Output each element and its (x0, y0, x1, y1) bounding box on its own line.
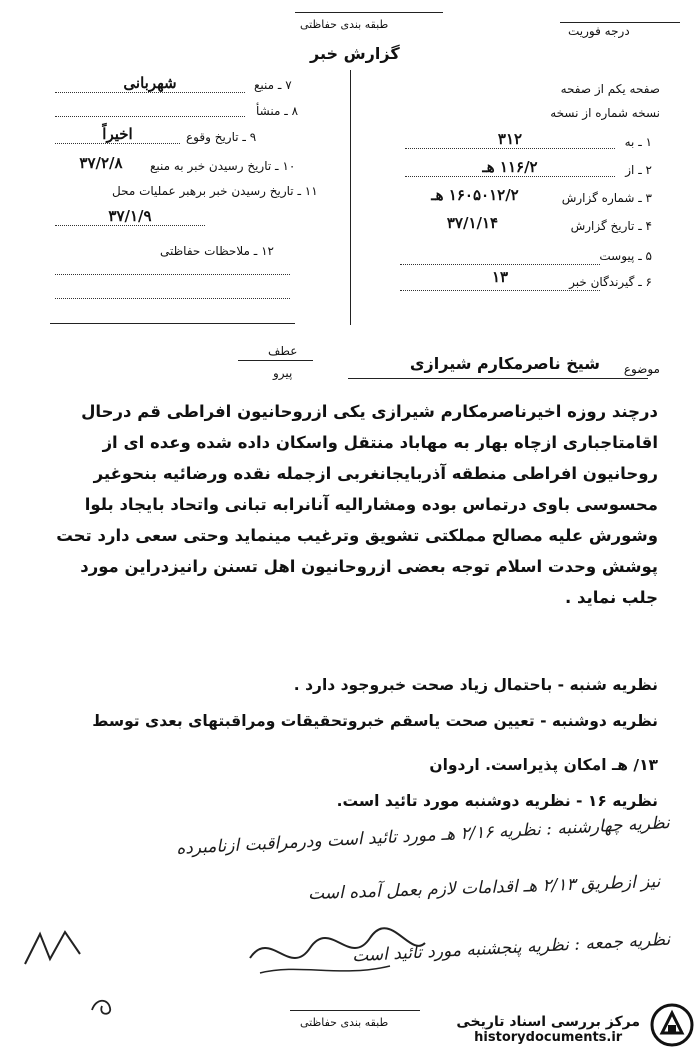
mark-scribble (88, 996, 118, 1018)
report-body (38, 396, 658, 613)
classification-top: طبقه بندی حفاظتی (300, 18, 389, 31)
field-3-value: ۱۶۰۵۰۱۲/۲ هـ (431, 186, 519, 204)
field-2: ۲ ـ از (625, 163, 652, 177)
opinion-16: نظریه ۱۶ - نظریه دوشنبه مورد تائید است. (336, 792, 658, 810)
field-2-value: ۱۱۶/۲ هـ (405, 158, 615, 177)
archive-logo-icon (650, 1003, 694, 1047)
body-line: محسوسی باوی درتماس بوده ومشارالیه آنانرابه تبانی واتحاد بایجاد بلوا (84, 495, 658, 514)
reference-atf: عطف (268, 344, 298, 358)
field-11: ۱۱ ـ تاریخ رسیدن خبر برهبر عملیات محل (112, 184, 318, 198)
watermark-name: مرکز بررسی اسناد تاریخی (456, 1014, 640, 1030)
initials-scribble (20, 924, 90, 974)
field-8-value (55, 114, 245, 117)
opinion-monday-cont: ۱۳/ هـ امکان پذیراست. اردوان (429, 756, 658, 774)
page-line: صفحه یکم از صفحه (560, 82, 660, 96)
watermark-url: historydocuments.ir (474, 1030, 623, 1045)
body-line: اقامتاجباری ازچاه بهار به مهاباد منتقل واسکان داده شده وعده ای از (102, 433, 658, 452)
form-title: گزارش خبر (310, 44, 400, 63)
field-4-value: ۳۷/۱/۱۴ (446, 214, 499, 232)
field-10-value: ۳۷/۲/۸ (79, 154, 123, 172)
field-11-value: ۳۷/۱/۹ (55, 207, 205, 226)
field-5-value (400, 262, 600, 265)
classification-bottom: طبقه بندی حفاظتی (300, 1016, 389, 1029)
opinion-monday: نظریه دوشنبه - تعیین صحت یاسقم خبروتحقیقات ومراقبتهای بعدی توسط (92, 712, 658, 730)
field-12: ۱۲ ـ ملاحظات حفاظتی (160, 244, 274, 258)
field-7-value: شهربانی (55, 74, 245, 93)
field-1-value: ۳۱۲ (405, 130, 615, 149)
field-4: ۴ ـ تاریخ گزارش (570, 219, 652, 233)
field-5: ۵ ـ پیوست (599, 249, 652, 263)
field-7: ۷ ـ منبع (254, 78, 292, 92)
field-6-value: ۱۳ (491, 268, 509, 286)
subject-label: موضوع (623, 362, 660, 376)
handwritten-note-3: نظریه جمعه : نظریه پنجشنبه مورد تائید است (351, 929, 671, 967)
copy-line: نسخه شماره از نسخه (550, 106, 660, 120)
field-1: ۱ ـ به (624, 135, 652, 149)
handwritten-note-1: نظریه چهارشنبه : نظریه ۲/۱۶ هـ مورد تائید است ودرمراقبت ازنامبرده (175, 813, 671, 859)
field-10: ۱۰ ـ تاریخ رسیدن خبر به منبع (150, 159, 296, 173)
body-line: پوشش وحدت اسلام توجه بعضی ازروحانیون اهل تسنن رانیزدراین مورد (80, 557, 658, 576)
signature (240, 918, 430, 988)
urgency-label: درجه فوریت (568, 24, 630, 38)
body-line: وشورش علیه مصالح مملکتی تشویق وترغیب مینماید وحتی سعی دارد تحت (56, 526, 658, 545)
field-9-value: اخیراً (55, 125, 180, 144)
field-9: ۹ ـ تاریخ وقوع (186, 130, 257, 144)
field-3: ۳ ـ شماره گزارش (561, 191, 652, 205)
body-line: روحانیون افراطی منطقه آذربایجانغربی ازجمله نقده ورضائیه بنحوغیر (93, 464, 658, 483)
body-line: درچند روزه اخیرناصرمکارم شیرازی یکی ازروحانیون افراطی قم درحال (81, 402, 658, 421)
field-6: ۶ ـ گیرندگان خبر (569, 275, 652, 289)
opinion-saturday: نظریه شنبه - باحتمال زیاد صحت خبروجود دارد . (293, 676, 658, 694)
watermark (456, 1014, 640, 1045)
reference-peyro: پیرو (273, 366, 293, 380)
field-8: ۸ ـ منشأ (256, 104, 299, 118)
subject-value: شیخ ناصرمکارم شیرازی (409, 354, 600, 373)
body-line: جلب نماید . (564, 588, 658, 607)
handwritten-note-2: نیز ازطریق ۲/۱۳ هـ اقدامات لازم بعمل آمده است (307, 871, 661, 905)
